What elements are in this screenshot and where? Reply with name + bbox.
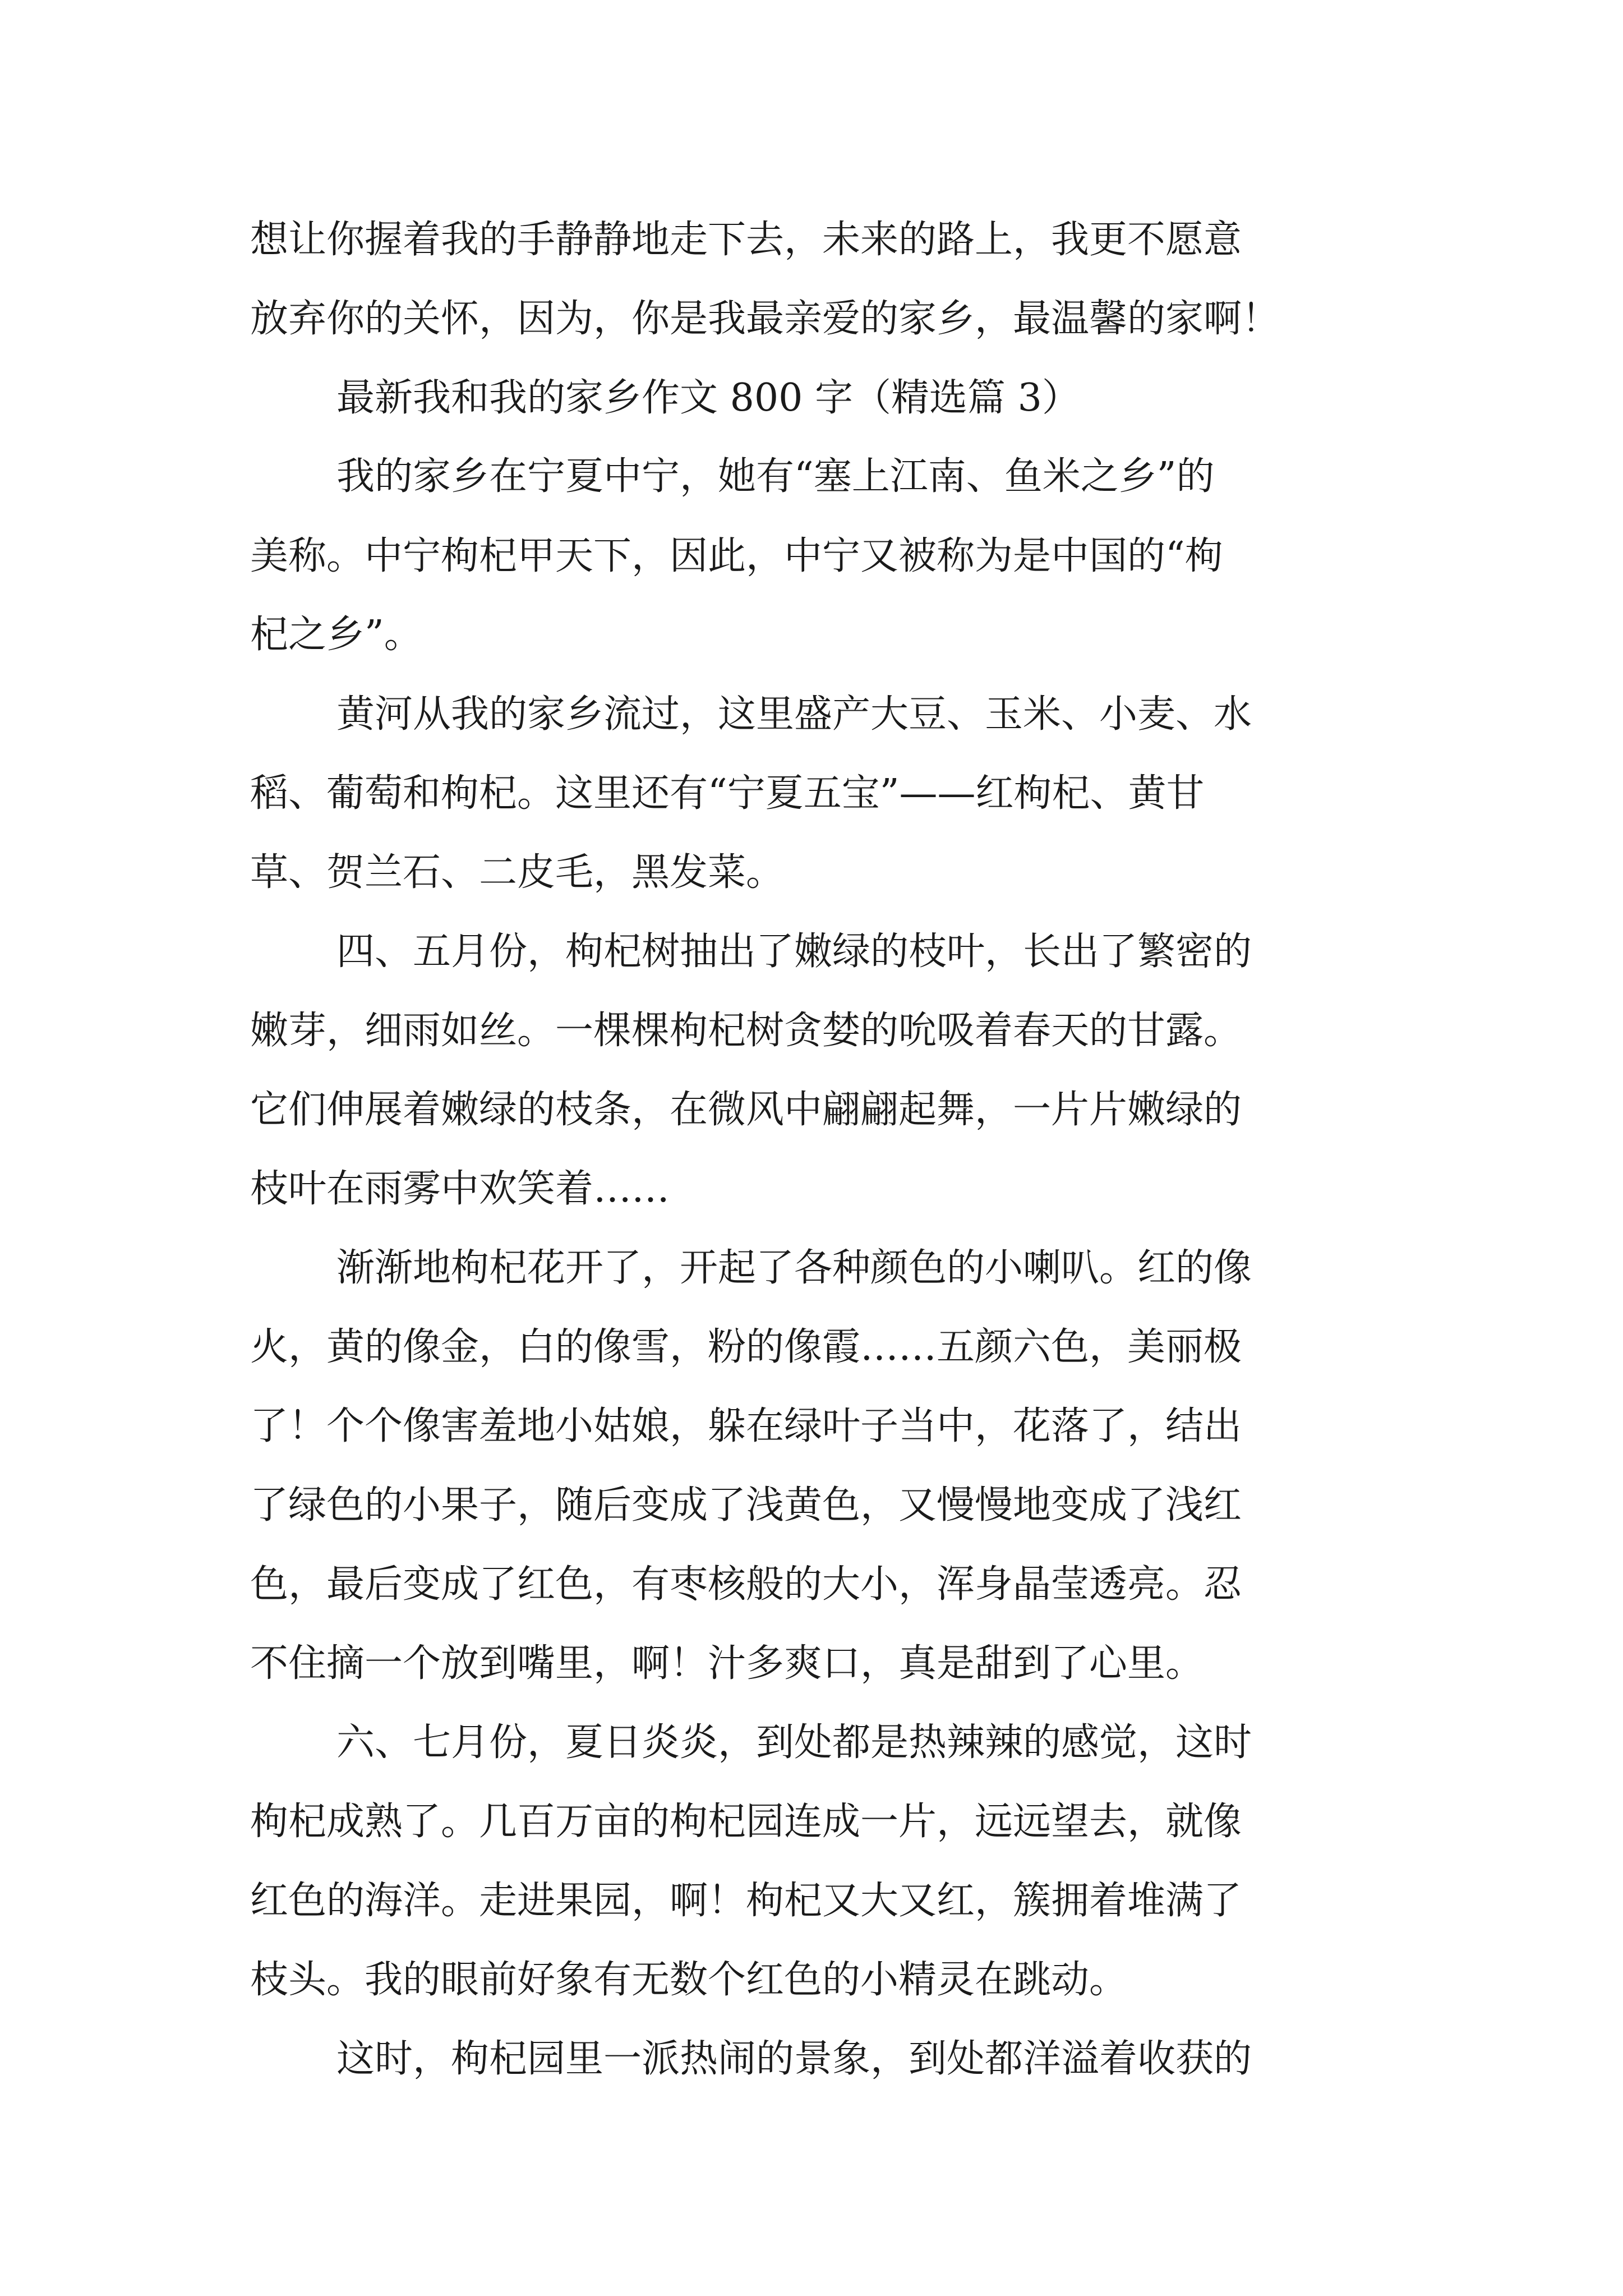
paragraph-line: 枝叶在雨雾中欢笑着…… bbox=[250, 1167, 670, 1211]
paragraph-line: 想让你握着我的手静静地走下去，未来的路上，我更不愿意 bbox=[250, 218, 1242, 262]
paragraph-line: 美称。中宁枸杞甲天下，因此，中宁又被称为是中国的“枸 bbox=[250, 534, 1223, 578]
paragraph-line: 了！个个像害羞地小姑娘，躲在绿叶子当中，花落了，结出 bbox=[250, 1404, 1242, 1448]
section-heading: 最新我和我的家乡作文 800 字（精选篇 3） bbox=[336, 376, 1080, 420]
paragraph-line: 枝头。我的眼前好象有无数个红色的小精灵在跳动。 bbox=[250, 1958, 1128, 2002]
paragraph-line: 草、贺兰石、二皮毛，黑发菜。 bbox=[250, 850, 785, 895]
paragraph-line: 四、五月份，枸杞树抽出了嫩绿的枝叶，长出了繁密的 bbox=[336, 930, 1252, 974]
paragraph-line: 了绿色的小果子，随后变成了浅黄色，又慢慢地变成了浅红 bbox=[250, 1483, 1242, 1527]
paragraph-line: 渐渐地枸杞花开了，开起了各种颜色的小喇叭。红的像 bbox=[336, 1246, 1252, 1290]
paragraph-line: 黄河从我的家乡流过，这里盛产大豆、玉米、小麦、水 bbox=[336, 692, 1252, 737]
paragraph-line: 红色的海洋。走进果园，啊！枸杞又大又红，簇拥着堆满了 bbox=[250, 1879, 1242, 1923]
paragraph-line: 杞之乡”。 bbox=[250, 613, 422, 657]
paragraph-line: 放弃你的关怀，因为，你是我最亲爱的家乡，最温馨的家啊！ bbox=[250, 297, 1280, 341]
paragraph-line: 六、七月份，夏日炎炎，到处都是热辣辣的感觉，这时 bbox=[336, 1720, 1252, 1765]
paragraph-line: 枸杞成熟了。几百万亩的枸杞园连成一片，远远望去，就像 bbox=[250, 1800, 1242, 1844]
paragraph-line: 不住摘一个放到嘴里，啊！汁多爽口，真是甜到了心里。 bbox=[250, 1641, 1204, 1686]
paragraph-line: 嫩芽，细雨如丝。一棵棵枸杞树贪婪的吮吸着春天的甘露。 bbox=[250, 1009, 1242, 1053]
paragraph-line: 我的家乡在宁夏中宁，她有“塞上江南、鱼米之乡”的 bbox=[336, 454, 1215, 499]
paragraph-line: 火，黄的像金，白的像雪，粉的像霞……五颜六色，美丽极 bbox=[250, 1325, 1242, 1369]
paragraph-line: 这时，枸杞园里一派热闹的景象，到处都洋溢着收获的 bbox=[336, 2037, 1252, 2081]
paragraph-line: 它们伸展着嫩绿的枝条，在微风中翩翩起舞，一片片嫩绿的 bbox=[250, 1088, 1242, 1132]
paragraph-line: 色，最后变成了红色，有枣核般的大小，浑身晶莹透亮。忍 bbox=[250, 1562, 1242, 1607]
paragraph-line: 稻、葡萄和枸杞。这里还有“宁夏五宝”——红枸杞、黄甘 bbox=[250, 771, 1205, 816]
